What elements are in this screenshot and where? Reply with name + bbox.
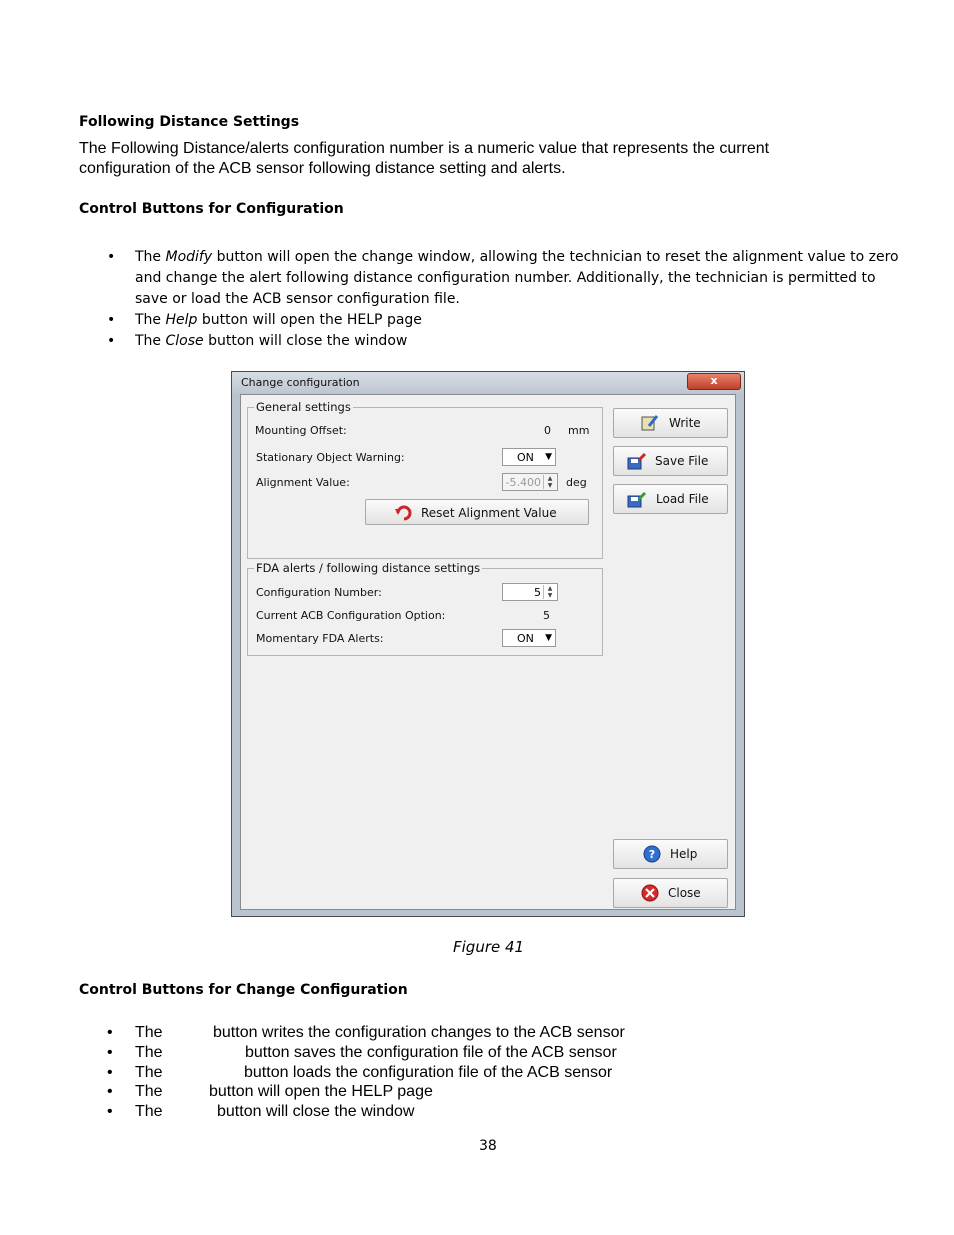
bullet-modify (107, 247, 915, 310)
write-button[interactable] (613, 408, 728, 438)
load-file-label: Load File (656, 492, 709, 506)
bullet-text: button will close the window (203, 333, 408, 349)
spin-arrows-icon: ▲ ▼ (543, 585, 556, 599)
help-label: Help (670, 847, 698, 861)
write-label: Write (669, 416, 701, 430)
save-file-label: Save File (655, 454, 709, 468)
section-heading-control-buttons: Control Buttons for Configuration (79, 201, 344, 217)
configuration-number-spinner[interactable] (502, 583, 558, 601)
bullet-close-2-text: button will close the window (217, 1103, 415, 1120)
close-icon (640, 884, 660, 902)
bullet-text: The (135, 1103, 163, 1120)
bullet-close-2 (107, 1102, 163, 1122)
chevron-down-icon: ▼ (545, 633, 552, 643)
stationary-object-warning-label: Stationary Object Warning: (256, 451, 405, 464)
bullet-load-file-text: button loads the configuration file of the ACB sensor (244, 1064, 613, 1081)
bullet-text: button will open the change window, allowing the technician to reset the alignment value to zero (212, 249, 899, 265)
chevron-down-icon: ▼ (545, 452, 552, 462)
configuration-number-label: Configuration Number: (256, 586, 382, 599)
bullet-write (107, 1023, 163, 1043)
window-close-button[interactable]: x (687, 373, 741, 390)
mounting-offset-unit: mm (568, 424, 590, 437)
bullet-write-text: button writes the configuration changes to the ACB sensor (213, 1024, 625, 1041)
section-heading-change-config-buttons: Control Buttons for Change Configuration (79, 982, 408, 998)
save-file-button[interactable] (613, 446, 728, 476)
spin-arrows-icon: ▲ ▼ (543, 475, 556, 489)
reset-alignment-button[interactable] (365, 499, 589, 525)
bullet-dot: • (107, 333, 116, 349)
stationary-object-warning-select[interactable] (502, 448, 556, 466)
mounting-offset-label: Mounting Offset: (255, 424, 347, 437)
mounting-offset-value: 0 (544, 424, 551, 437)
bullet-text: The (135, 1064, 163, 1081)
help-button[interactable] (613, 839, 728, 869)
bullet-text: The (135, 249, 166, 265)
svg-text:?: ? (648, 848, 656, 861)
momentary-fda-select[interactable] (502, 629, 556, 647)
alignment-value-spinner[interactable] (502, 473, 558, 491)
bullet-dot: • (107, 1044, 113, 1061)
window-titlebar (232, 372, 744, 394)
fda-alerts-group (247, 561, 603, 656)
save-file-icon (627, 452, 647, 470)
configuration-number-value: 5 (534, 586, 541, 599)
bullet-emphasis: Modify (165, 249, 213, 265)
bullet-help-2 (107, 1082, 163, 1102)
bullet-text: The (135, 312, 166, 328)
paragraph-line-1: The Following Distance/alerts configuration number is a numeric value that represents the current (79, 140, 770, 157)
general-settings-group (247, 400, 603, 559)
bullet-text: and change the alert following distance configuration number. Additionally, the technician is permitted to (135, 270, 876, 286)
general-settings-label: General settings (256, 400, 351, 414)
bullet-text: The (135, 1024, 163, 1041)
bullet-dot: • (107, 1064, 113, 1081)
window-title: Change configuration (241, 376, 360, 389)
bullet-save-file-text: button saves the configuration file of the ACB sensor (245, 1044, 617, 1061)
bullet-dot: • (107, 312, 116, 328)
bullet-text: The (135, 333, 166, 349)
alignment-value-label: Alignment Value: (256, 476, 350, 489)
help-icon (642, 845, 662, 863)
bullet-close (107, 331, 408, 352)
paragraph-line-2: configuration of the ACB sensor following distance setting and alerts. (79, 160, 566, 177)
window-client-area (240, 394, 736, 910)
bullet-emphasis: Help (165, 312, 198, 328)
bullet-emphasis: Close (165, 333, 204, 349)
undo-arrow-icon (394, 504, 414, 522)
current-option-value: 5 (543, 609, 550, 622)
momentary-fda-label: Momentary FDA Alerts: (256, 632, 384, 645)
reset-alignment-label: Reset Alignment Value (421, 506, 557, 520)
bullet-text: The (135, 1044, 163, 1061)
fda-alerts-label: FDA alerts / following distance settings (256, 561, 481, 575)
bullet-help-2-text: button will open the HELP page (209, 1083, 433, 1100)
change-configuration-window (231, 371, 745, 917)
bullet-text: The (135, 1083, 163, 1100)
bullet-dot: • (107, 249, 116, 265)
page-number: 38 (479, 1138, 497, 1154)
load-file-button[interactable] (613, 484, 728, 514)
bullet-text: save or load the ACB sensor configuration file. (135, 291, 460, 307)
bullet-text: button will open the HELP page (197, 312, 422, 328)
write-icon (640, 414, 660, 432)
figure-caption: Figure 41 (453, 938, 525, 956)
bullet-load-file (107, 1063, 163, 1083)
bullet-dot: • (107, 1103, 113, 1120)
bullet-save-file (107, 1043, 163, 1063)
bullet-dot: • (107, 1024, 113, 1041)
alignment-unit: deg (566, 476, 587, 489)
momentary-fda-value: ON (517, 632, 534, 645)
current-option-label: Current ACB Configuration Option: (256, 609, 446, 622)
bullet-help (107, 310, 422, 331)
close-label: Close (668, 886, 701, 900)
bullet-dot: • (107, 1083, 113, 1100)
stationary-object-warning-value: ON (517, 451, 534, 464)
close-button[interactable] (613, 878, 728, 908)
section-heading-following-distance: Following Distance Settings (79, 114, 300, 130)
load-file-icon (627, 490, 647, 508)
alignment-value: -5.400 (505, 476, 541, 489)
